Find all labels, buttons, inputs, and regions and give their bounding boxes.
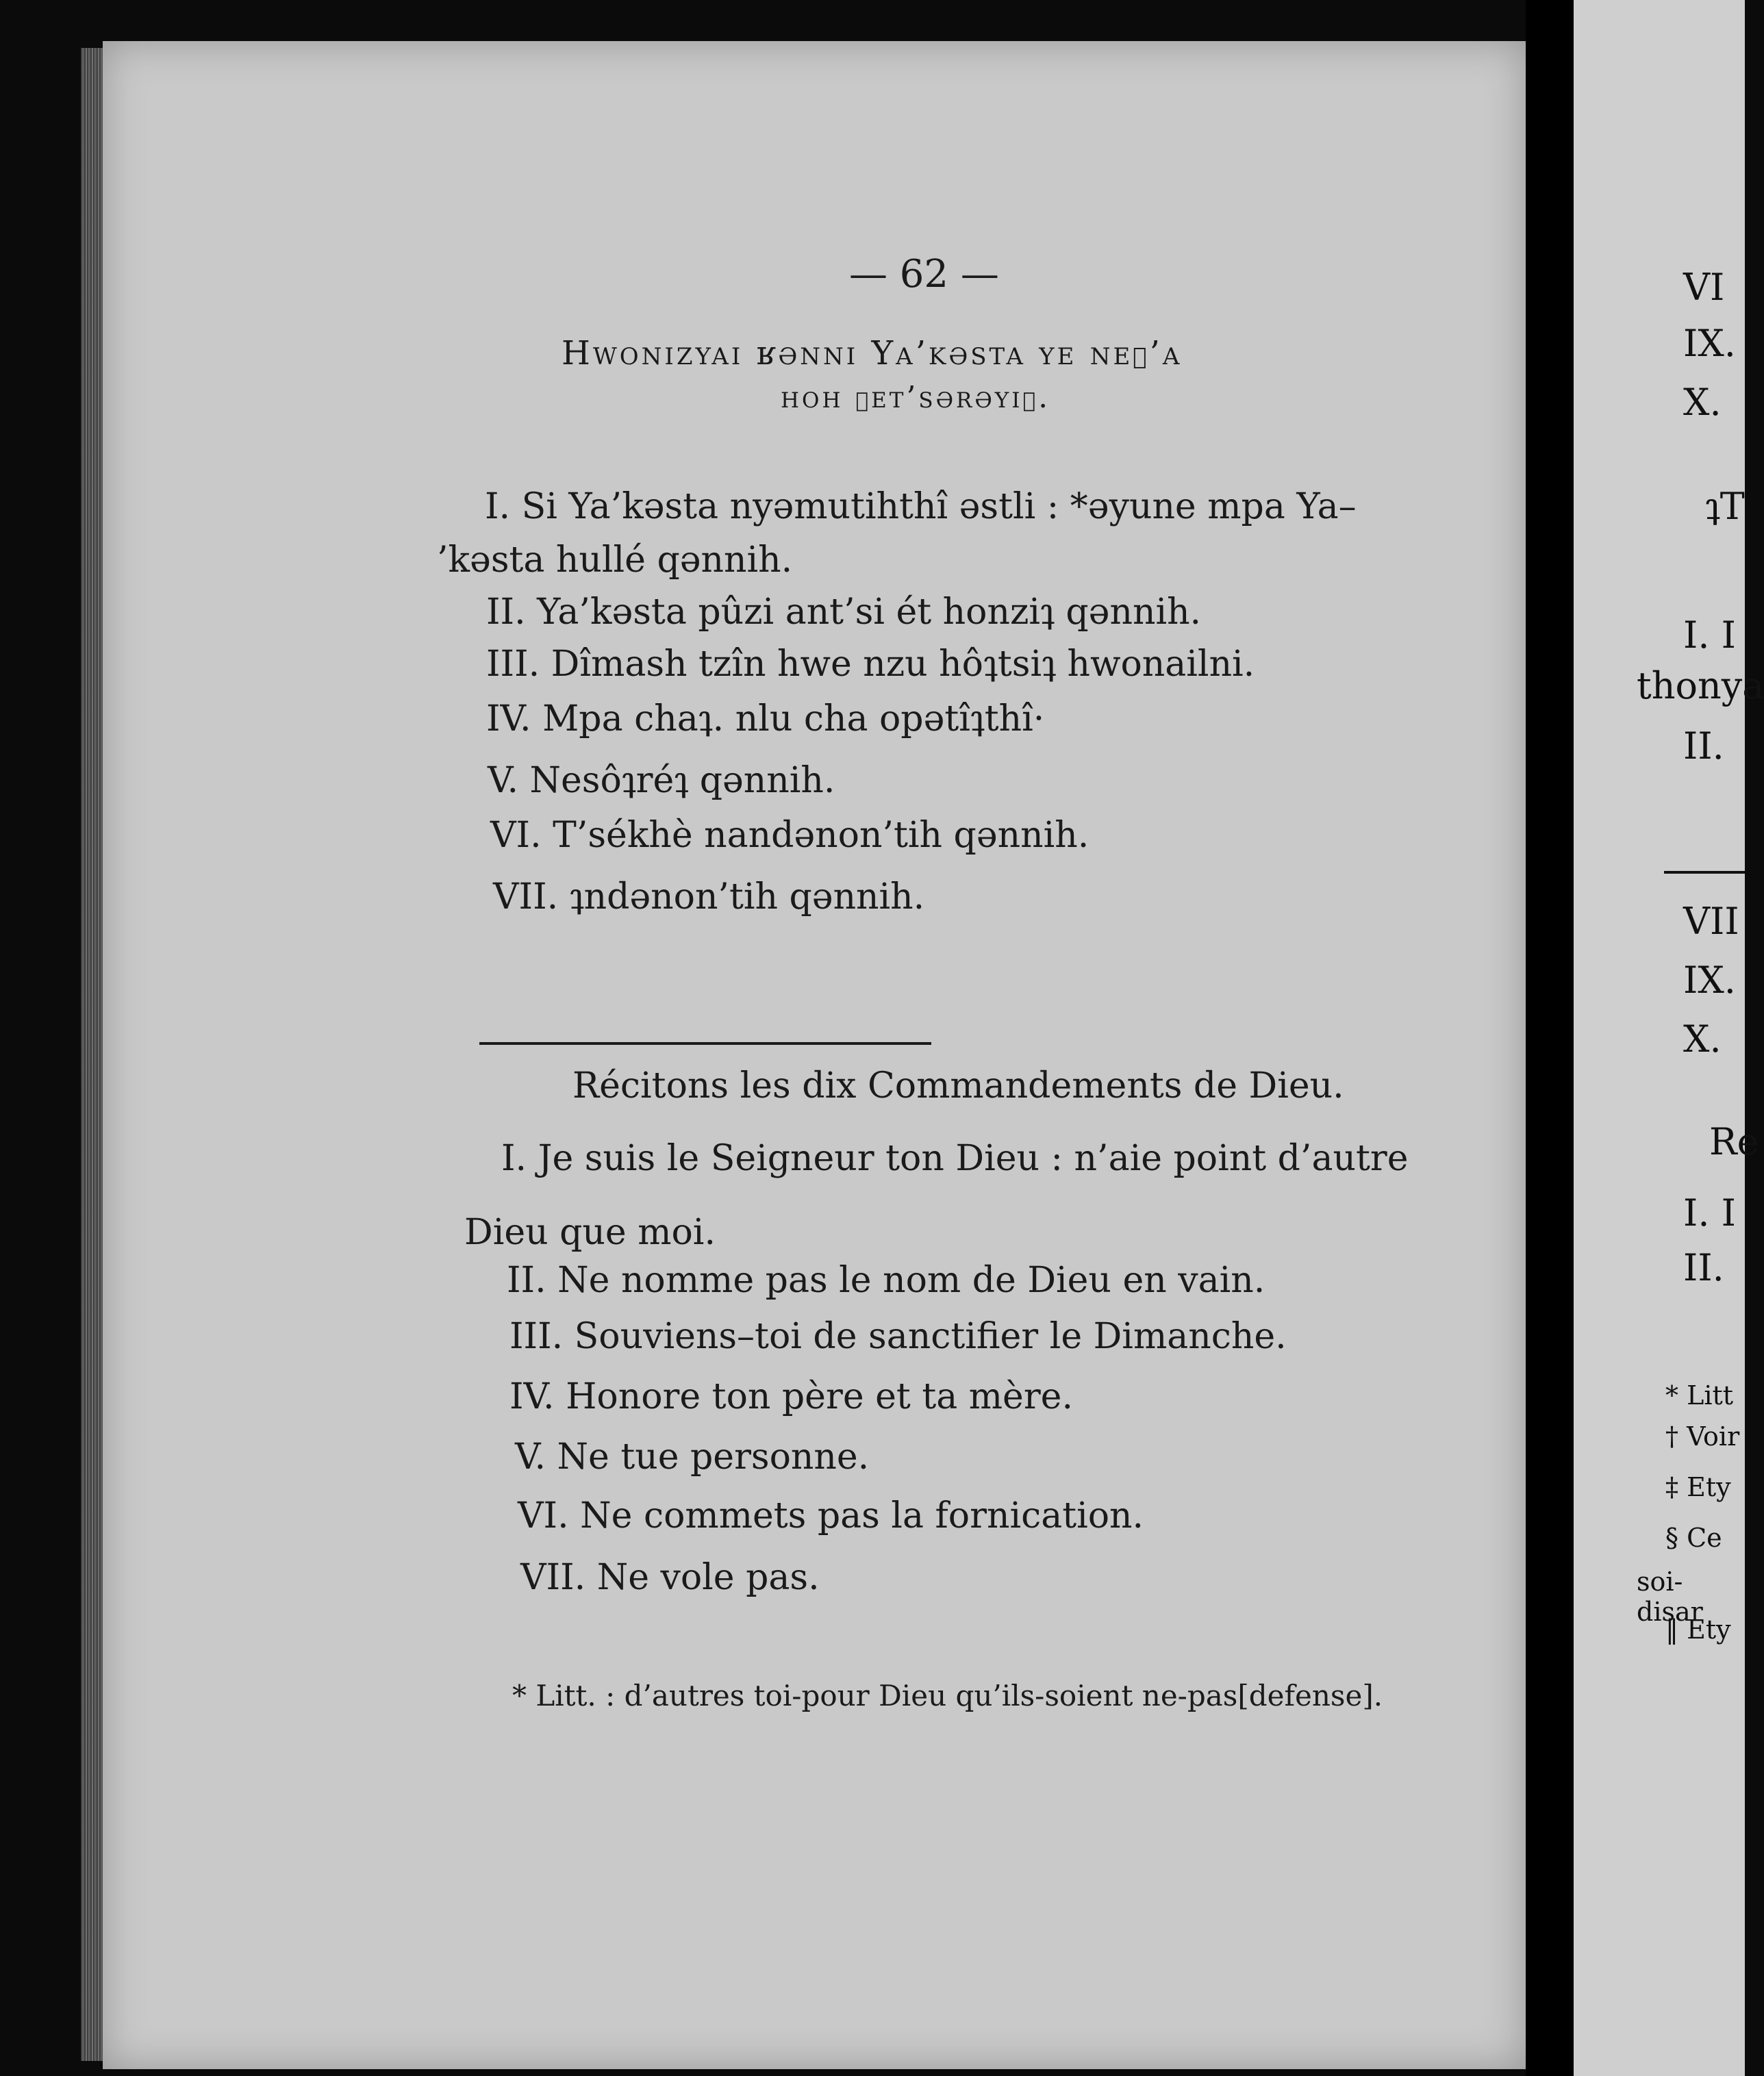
right-numeral-3: X. (1683, 381, 1722, 424)
footnote: * Litt. : d’autres toi-pour Dieu qu’ils-soient ne-pas[defense]. (512, 1679, 1383, 1712)
right-french-item-1: I. I (1683, 1191, 1736, 1235)
right-numeral-4: VII (1683, 900, 1739, 943)
right-note-1: * Litt (1665, 1380, 1734, 1410)
right-numeral-5: IX. (1683, 959, 1736, 1002)
right-word-fragment: thonya (1637, 664, 1764, 707)
right-note-5: soi-disar (1637, 1567, 1703, 1627)
french-line-6: V. Ne tue personne. (515, 1436, 870, 1478)
french-line-7: VI. Ne commets pas la fornication. (518, 1495, 1144, 1536)
right-numeral-6: X. (1683, 1017, 1722, 1061)
native-line-7: VI. T’sékhè nandənon’tih qənnih. (490, 815, 1089, 856)
native-line-4: III. Dîmash tzîn hwe nzu hôʇtsiʇ hwonailni. (486, 644, 1255, 685)
right-heading-fragment: ʇT (1705, 485, 1745, 528)
french-line-5: IV. Honore ton père et ta mère. (509, 1376, 1073, 1417)
native-line-3: II. Ya’kəsta pûzi ant’si ét honziʇ qənnih. (486, 592, 1202, 633)
native-line-8: VII. ʇndənon’tih qənnih. (493, 876, 925, 917)
right-page-rule (1664, 871, 1745, 874)
right-heading-fragment-2: Re (1709, 1120, 1759, 1163)
right-numeral-2: IX. (1683, 322, 1736, 365)
french-line-8: VII. Ne vole pas. (520, 1557, 820, 1598)
native-title-line2: hoh ʇet’sərəyiʇ. (781, 380, 1051, 415)
french-line-1: I. Je suis le Seigneur ton Dieu : n’aie point d’autre (501, 1138, 1409, 1179)
native-title-line1: Hwonizyai ʁənni Ya’kəsta ye neʇ’a (562, 334, 1183, 372)
section-divider (479, 1042, 931, 1045)
right-note-2: † Voir (1665, 1421, 1740, 1452)
native-line-2: ’kəsta hullé qənnih. (437, 540, 793, 581)
page-number: — 62 — (849, 252, 999, 296)
right-note-3: ‡ Ety (1665, 1472, 1731, 1502)
right-item-2: II. (1683, 724, 1724, 768)
right-item-1: I. I (1683, 613, 1736, 657)
native-line-1: I. Si Ya’kəsta nyəmutihthî əstli : *əyune mpa Ya– (485, 486, 1357, 527)
right-french-item-2: II. (1683, 1246, 1724, 1289)
french-line-4: III. Souviens–toi de sanctifier le Dimanche. (509, 1316, 1287, 1357)
right-note-4: § Ce (1665, 1523, 1722, 1553)
french-heading: Récitons les dix Commandements de Dieu. (572, 1065, 1344, 1106)
right-numeral-1: VI (1683, 266, 1725, 309)
right-note-6: ‖ Ety (1665, 1615, 1731, 1645)
french-line-2: Dieu que moi. (464, 1212, 716, 1253)
native-line-6: V. Nesôʇréʇ qənnih. (488, 760, 835, 801)
book-spine (1526, 0, 1574, 2076)
french-line-3: II. Ne nomme pas le nom de Dieu en vain. (507, 1260, 1265, 1301)
native-line-5: IV. Mpa chaʇ. nlu cha opətîʇthî· (486, 698, 1045, 739)
